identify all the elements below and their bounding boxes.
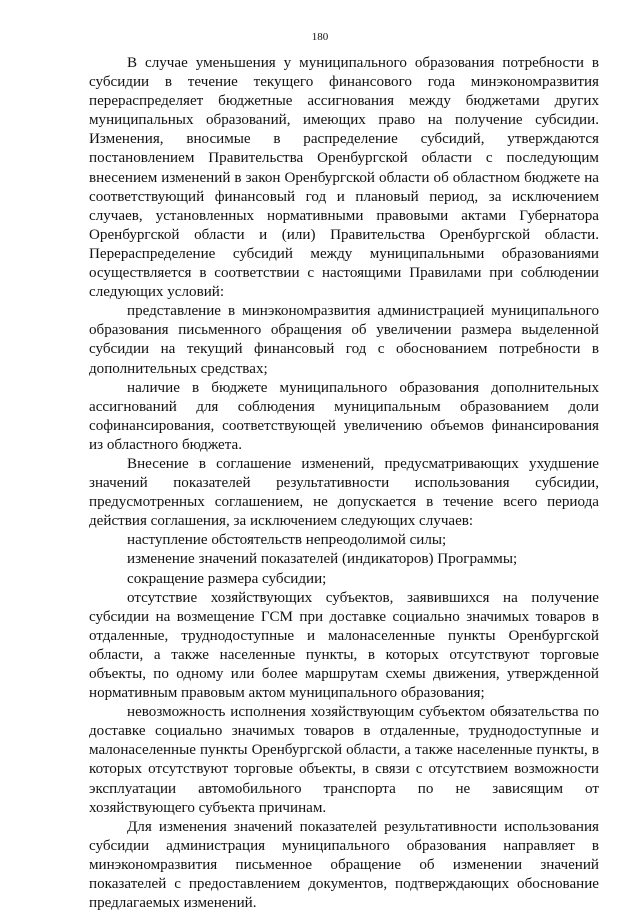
- document-body: [89, 54, 599, 913]
- paragraph-redistribution: В случае уменьшения у муниципального образования потребности в субсидии в течение текущего финансового года минэкономразвития перераспределяет бюджетные ассигнования между бюджетами других муниципальных образований, имеющих право на получение субсидии. Изменения, вносимые в распределение субсидий, утверждаются постановлением Правительства Оренбургской области с последующим внесением изменений в закон Оренбургской области об областном бюджете на соответствующий финансовый год и плановый период, за исключением случаев, установленных нормативными правовыми актами Губернатора Оренбургской области и (или) Правительства Оренбургской области. Перераспределение субсидий между муниципальными образованиями осуществляется в соответствии с настоящими Правилами при соблюдении следующих условий:: [89, 55, 599, 301]
- exception-impossibility: невозможность исполнения хозяйствующим субъектом обязательства по доставке социально значимых товаров в отдаленные, труднодоступные и малонаселенные пункты Оренбургской области, а также населенные пункты, в которых отсутствуют торговые объекты, в связи с отсутствием возможности эксплуатации автомобильного транспорта по не зависящим от хозяйствующего субъекта причинам.: [89, 704, 599, 816]
- paragraph-agreement-changes: Внесение в соглашение изменений, предусматривающих ухудшение значений показателей результативности использования субсидии, предусмотренных соглашением, не допускается в течение всего периода действия соглашения, за исключением следующих случаев:: [89, 455, 599, 530]
- page-number: 180: [311, 31, 329, 43]
- exception-indicators-change: изменение значений показателей (индикаторов) Программы;: [127, 551, 518, 568]
- condition-cofinancing: наличие в бюджете муниципального образования дополнительных ассигнований для соблюдения муниципальным образованием доли софинансирования, соответствующей увеличению объемов финансирования из областного бюджета.: [89, 379, 599, 453]
- condition-request: представление в минэкономразвития администрацией муниципального образования письменного обращения об увеличении размера выделенной субсидии на текущий финансовый год с обоснованием потребности в дополнительных средствах;: [89, 303, 599, 377]
- paragraph-indicator-change-request: Для изменения значений показателей результативности использования субсидии администрация муниципального образования направляет в минэкономразвития письменное обращение об изменении значений показателей с предоставлением документов, подтверждающих обоснование предлагаемых изменений.: [89, 818, 599, 912]
- exception-no-business-entities: отсутствие хозяйствующих субъектов, заявившихся на получение субсидии на возмещение ГСМ при доставке социально значимых товаров в отдаленные, труднодоступные и малонаселенные пункты Оренбургской области, а также населенные пункты, в которых отсутствуют торговые объекты, по одному или более маршрутам схемы движения, утвержденной нормативным правовым актом муниципального образования;: [89, 589, 599, 702]
- exception-force-majeure: наступление обстоятельств непреодолимой силы;: [127, 532, 447, 549]
- exception-subsidy-reduction: сокращение размера субсидии;: [127, 570, 327, 587]
